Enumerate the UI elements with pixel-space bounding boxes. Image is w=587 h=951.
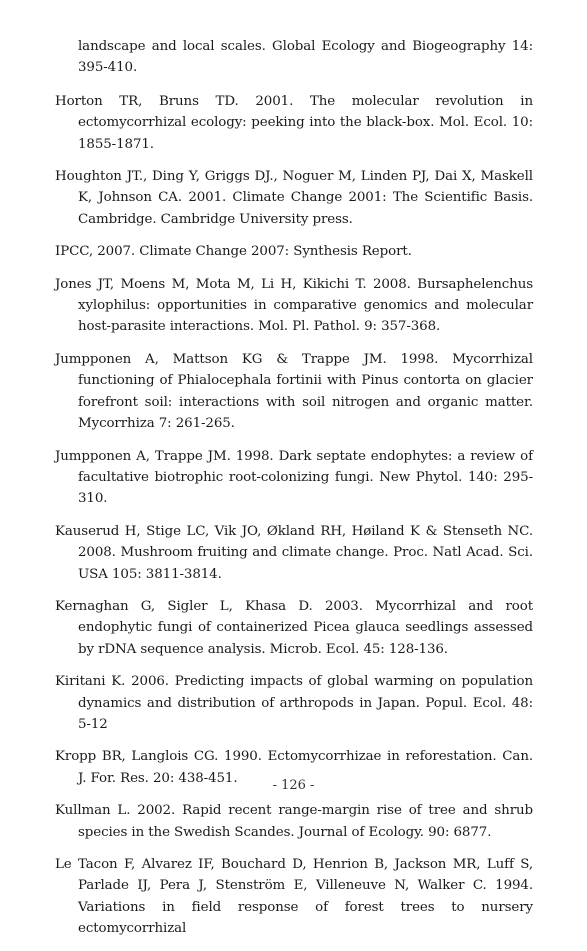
page-number: - 126 - — [272, 778, 315, 793]
reference-entry: Kullman L. 2002. Rapid recent range-margin rise of tree and shrub species in the Swedish Scandes. Journal of Ecology. 90: 6877. — [55, 803, 533, 840]
reference-entry: Kernaghan G, Sigler L, Khasa D. 2003. Mycorrhizal and root endophytic fungi of containerized Picea glauca seedlings assessed by rDNA sequence analysis. Microb. Ecol. 45: 128-136. — [55, 598, 533, 657]
reference-entry: Kropp BR, Langlois CG. 1990. Ectomycorrhizae in reforestation. Can. J. For. Res. 20: 438-451. — [55, 749, 533, 786]
reference-entry: Kauserud H, Stige LC, Vik JO, Økland RH, Høiland K & Stenseth NC. 2008. Mushroom fruiting and climate change. Proc. Natl Acad. Sci. USA 105: 3811-3814. — [55, 523, 533, 582]
reference-entry: Horton TR, Bruns TD. 2001. The molecular revolution in ectomycorrhizal ecology: peeking into the black-box. Mol. Ecol. 10: 1855-1871. — [55, 93, 533, 152]
reference-entry: Jumpponen A, Mattson KG & Trappe JM. 1998. Mycorrhizal functioning of Phialocephala fortinii with Pinus contorta on glacier forefront soil: interactions with soil nitrogen and organic matter. Mycorrhiza 7: 261-265. — [55, 351, 533, 432]
reference-entry: Jumpponen A, Trappe JM. 1998. Dark septate endophytes: a review of facultative biotrophic root-colonizing fungi. New Phytol. 140: 295-310. — [55, 448, 533, 507]
reference-entry: Houghton JT., Ding Y, Griggs DJ., Noguer M, Linden PJ, Dai X, Maskell K, Johnson CA. 2001. Climate Change 2001: The Scientific Basis. Cambridge. Cambridge University press. — [55, 169, 533, 227]
reference-entry: IPCC, 2007. Climate Change 2007: Synthesis Report. — [55, 244, 412, 260]
reference-entry: Le Tacon F, Alvarez IF, Bouchard D, Henrion B, Jackson MR, Luff S, Parlade IJ, Pera J, Stenström E, Villeneuve N, Walker C. 1994. Variations in field response of forest trees to nursery ectomycorrhizal — [55, 857, 533, 937]
reference-entry: Kiritani K. 2006. Predicting impacts of global warming on population dynamics and distribution of arthropods in Japan. Popul. Ecol. 48: 5-12 — [55, 674, 533, 732]
reference-list — [55, 36, 533, 951]
reference-entry-continued: landscape and local scales. Global Ecology and Biogeography 14: 395-410. — [78, 39, 533, 76]
reference-entry: Jones JT, Moens M, Mota M, Li H, Kikichi T. 2008. Bursaphelenchus xylophilus: opportunities in comparative genomics and molecular host-parasite interactions. Mol. Pl. Pathol. 9: 357-368. — [55, 276, 533, 335]
